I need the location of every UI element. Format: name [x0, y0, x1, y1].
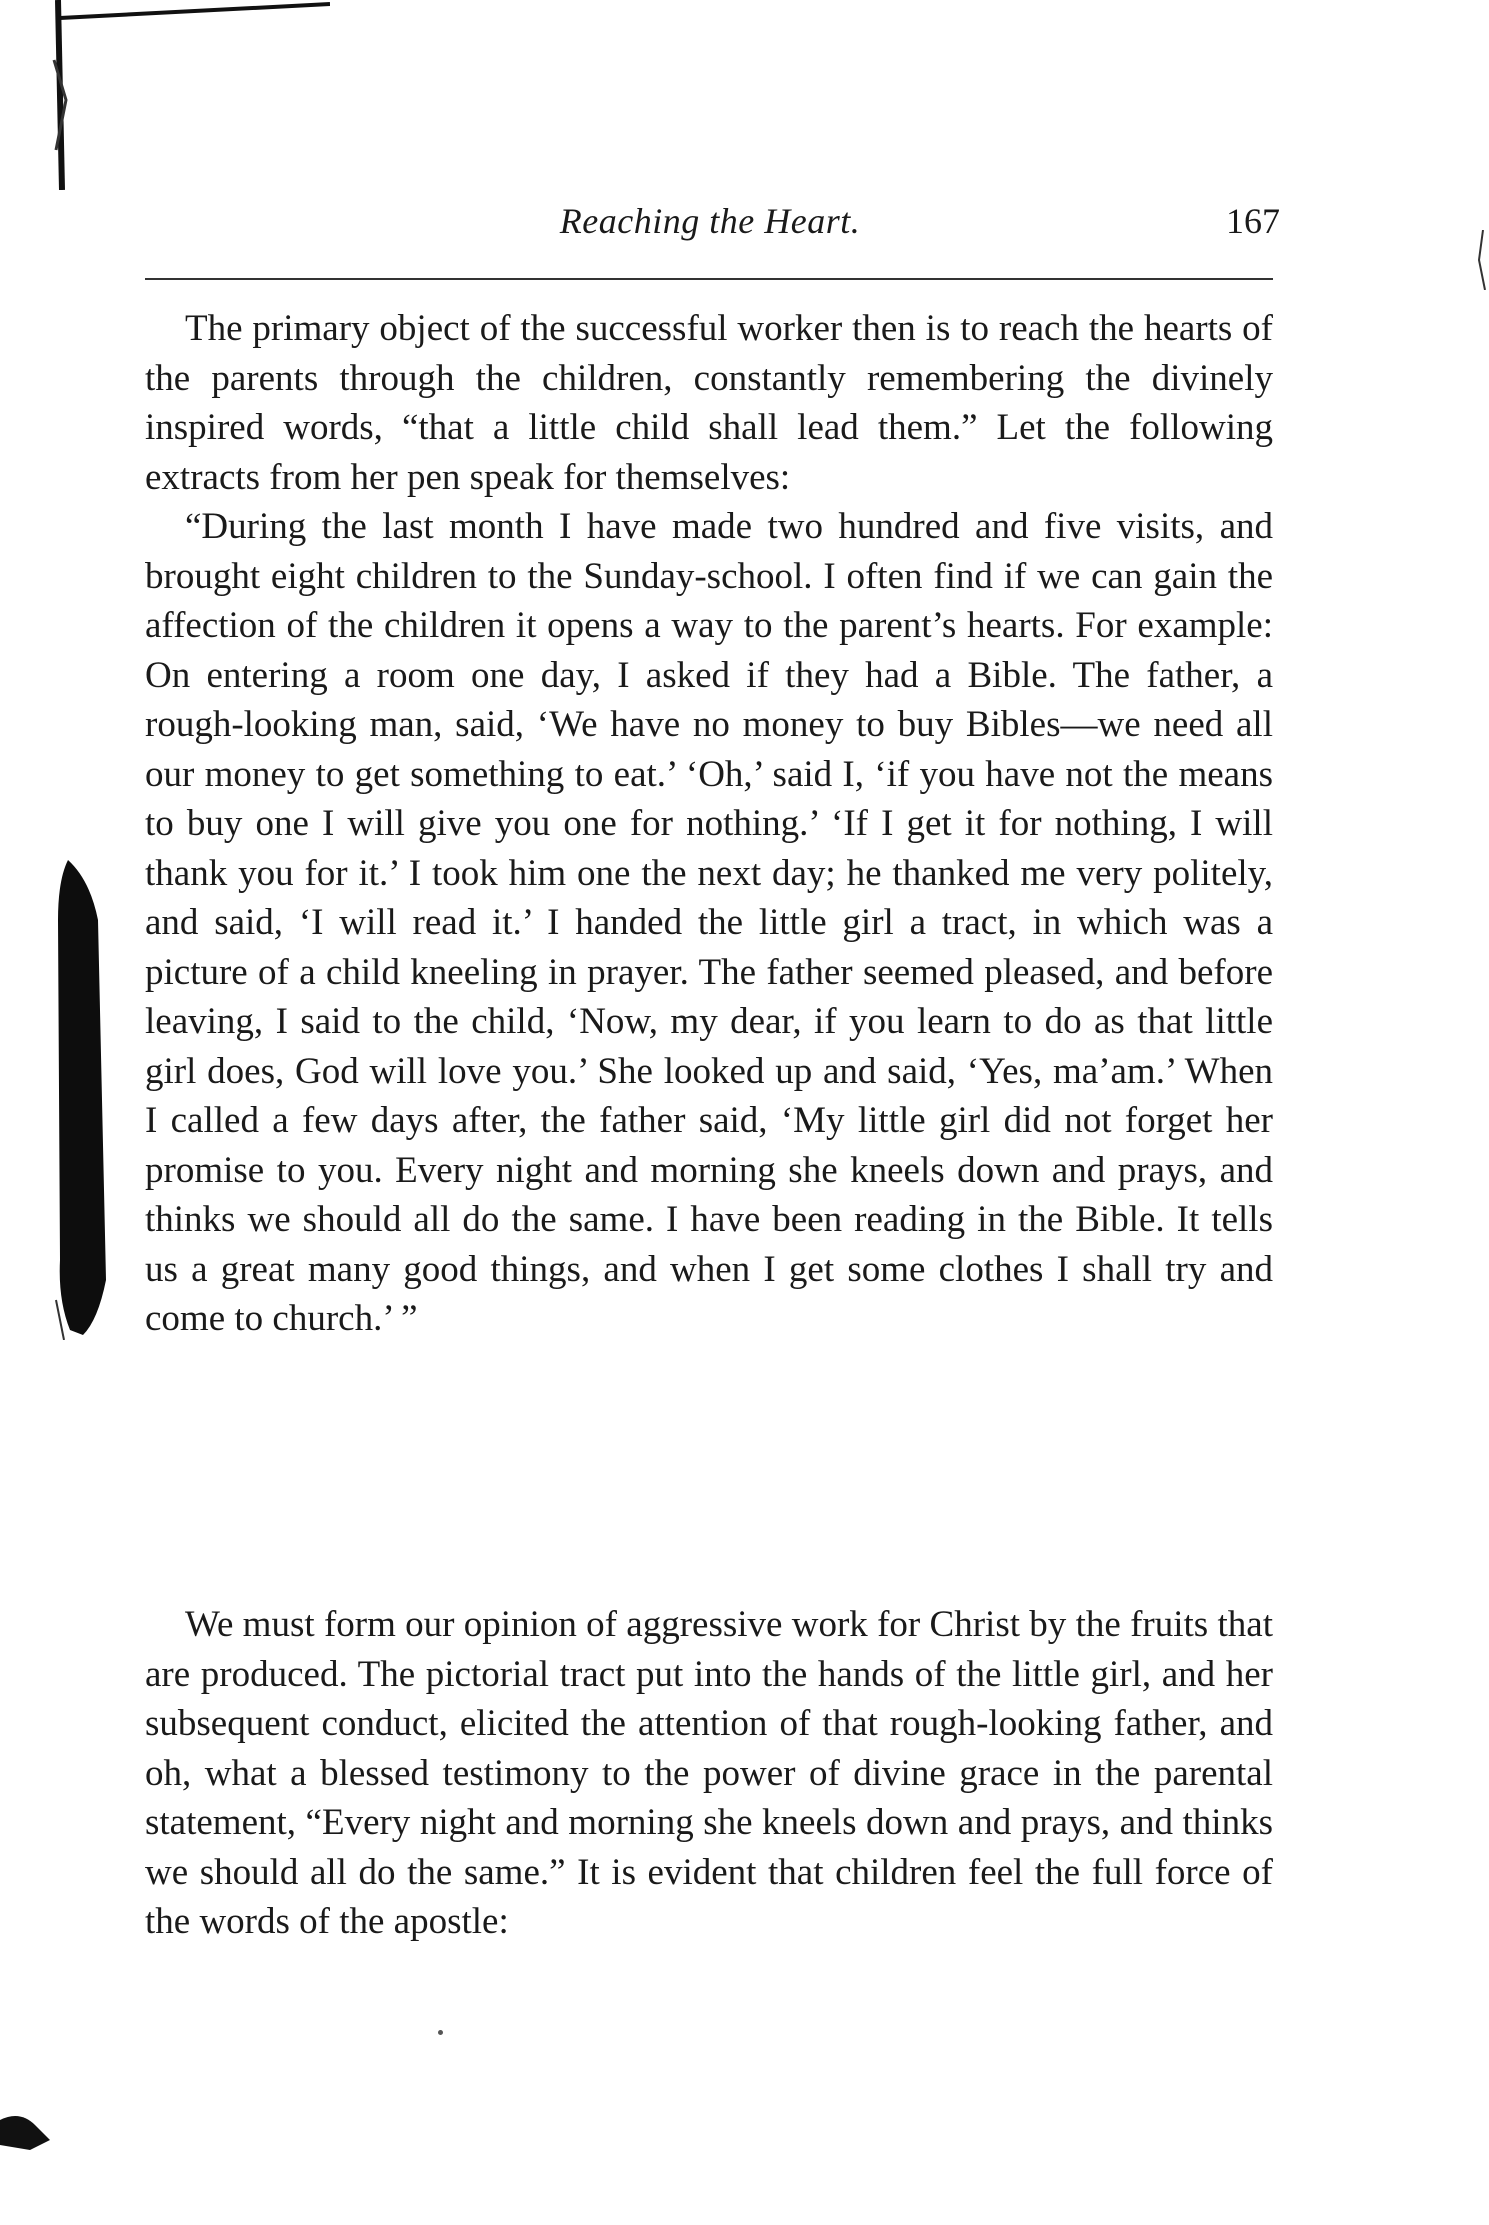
paragraph-extract: “During the last month I have made two hundred and five visits, and brought eight children to the Sunday-school. I often find if we can gain the affection of the children it opens a way to the parent’s hearts. For example: On entering a room one day, I asked if they had a Bible. The father, a rough-looking man, said, ‘We have no money to buy Bibles—we need all our money to get something to eat.’ ‘Oh,’ said I, ‘if you have not the means to buy one I will give you one for nothing.’ ‘If I get it for nothing, I will thank you for it.’ I took him one the next day; he thanked me very politely, and said, ‘I will read it.’ I handed the little girl a tract, in which was a picture of a child kneeling in prayer. The father seemed pleased, and before leaving, I said to the child, ‘Now, my dear, if you learn to do as that little girl does, God will love you.’ She looked up and said, ‘Yes, ma’am.’ When I called a few days after, the father said, ‘My little girl did not forget her promise to you. Every night and morning she kneels down and prays, and thinks we should all do the same. I have been reading in the Bible. It tells us a great many good things, and when I get some clothes I shall try and come to church.’ ” [145, 506, 1273, 1339]
binding-shadow [28, 860, 118, 1340]
running-header [140, 200, 1280, 248]
header-rule [145, 278, 1273, 280]
stray-dot [438, 2030, 443, 2035]
margin-mark [1475, 230, 1487, 290]
page-corner-mark [50, 0, 330, 190]
page-number: 167 [1226, 201, 1280, 241]
closing-text [145, 1600, 1273, 1947]
main-text [145, 304, 1273, 1344]
paragraph-commentary: We must form our opinion of aggressive work for Christ by the fruits that are produced. The pictorial tract put into the hands of the little girl, and her subsequent conduct, elicited the attention of that rough-looking father, and oh, what a blessed testimony to the power of divine grace in the parental statement, “Every night and morning she kneels down and prays, and thinks we should all do the same.” It is evident that children feel the full force of the words of the apostle: [145, 1604, 1273, 1942]
running-title: Reaching the Heart. [559, 201, 861, 241]
ink-blot [0, 2110, 50, 2150]
paragraph-intro: The primary object of the successful worker then is to reach the hearts of the parents through the children, constantly remembering the divinely inspired words, “that a little child shall lead them.” Let the following extracts from her pen speak for themselves: [145, 308, 1273, 498]
